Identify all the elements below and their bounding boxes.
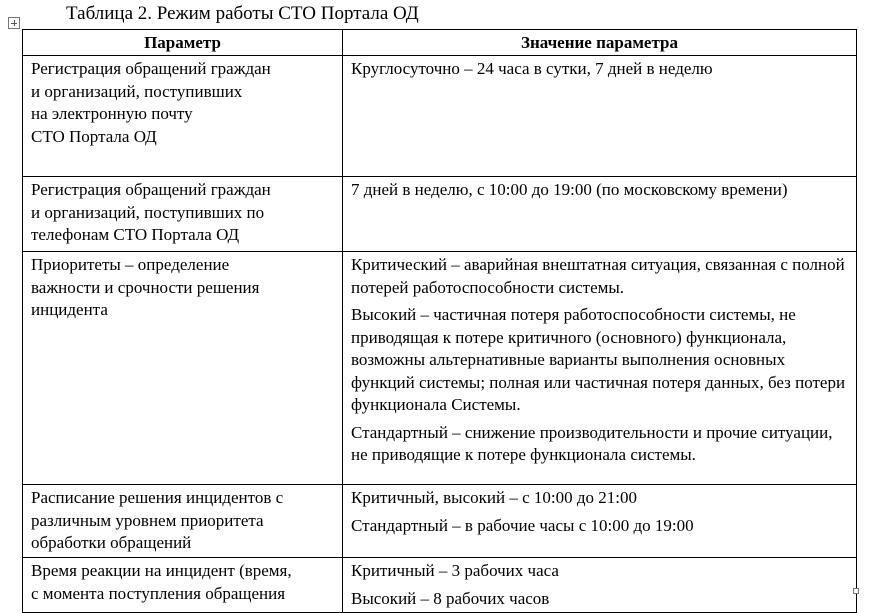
parameter-line: важности и срочности решения bbox=[31, 277, 260, 297]
parameter-line: на электронную почту bbox=[31, 104, 193, 123]
parameter-line: СТО Портала ОД bbox=[31, 126, 157, 146]
parameter-line: с момента поступления обращения bbox=[31, 583, 286, 603]
work-mode-table bbox=[22, 29, 857, 613]
parameter-line: Расписание решения инцидентов с bbox=[31, 488, 284, 507]
table-caption: Таблица 2. Режим работы СТО Портала ОД bbox=[66, 3, 419, 24]
value-paragraph: Высокий – 8 рабочих часов bbox=[351, 588, 550, 608]
value-paragraph: Стандартный – снижение производительности и прочие ситуации, не приводящие к потере функционала системы. bbox=[351, 422, 833, 464]
parameter-line: Время реакции на инцидент (время, bbox=[31, 561, 292, 580]
parameter-line: и организаций, поступивших по bbox=[31, 202, 265, 222]
table-row bbox=[23, 252, 857, 485]
parameter-line: Регистрация обращений граждан bbox=[31, 180, 271, 199]
value-paragraph: 7 дней в неделю, с 10:00 до 19:00 (по московскому времени) bbox=[351, 180, 788, 199]
value-paragraph: Критичный – 3 рабочих часа bbox=[351, 561, 559, 580]
parameter-line: инцидента bbox=[31, 300, 108, 319]
parameter-line: обработки обращений bbox=[31, 533, 192, 552]
parameter-cell bbox=[23, 252, 343, 485]
value-cell bbox=[343, 177, 857, 252]
value-cell bbox=[343, 252, 857, 485]
parameter-line: телефонам СТО Портала ОД bbox=[31, 225, 240, 244]
value-cell bbox=[343, 558, 857, 613]
column-header-parameter: Параметр bbox=[23, 30, 343, 56]
value-cell bbox=[343, 485, 857, 558]
parameter-line: и организаций, поступивших bbox=[31, 81, 243, 101]
value-paragraph: Круглосуточно – 24 часа в сутки, 7 дней в неделю bbox=[351, 59, 713, 78]
table-row bbox=[23, 177, 857, 252]
parameter-cell bbox=[23, 56, 343, 177]
column-header-value: Значение параметра bbox=[343, 30, 857, 56]
parameter-cell bbox=[23, 558, 343, 613]
parameter-line: Приоритеты – определение bbox=[31, 255, 230, 274]
value-paragraph: Критический – аварийная внештатная ситуация, связанная с полной потерей работоспособности системы. bbox=[351, 255, 845, 297]
table-row bbox=[23, 485, 857, 558]
parameter-cell bbox=[23, 177, 343, 252]
table-header-row bbox=[23, 30, 857, 56]
table-row bbox=[23, 558, 857, 613]
value-paragraph: Стандартный – в рабочие часы с 10:00 до 19:00 bbox=[351, 515, 694, 535]
value-paragraph: Высокий – частичная потеря работоспособности системы, не приводящая к потере критичного (основного) функционала, возможны альтернативные варианты выполнения основных функций системы; полная или частичная потеря данных, без потери функционала Системы. bbox=[351, 305, 846, 414]
parameter-line: Регистрация обращений граждан bbox=[31, 59, 271, 78]
table-move-handle-icon[interactable] bbox=[8, 17, 20, 29]
value-paragraph: Критичный, высокий – с 10:00 до 21:00 bbox=[351, 488, 637, 507]
table-resize-handle-icon[interactable] bbox=[853, 588, 859, 594]
parameter-cell bbox=[23, 485, 343, 558]
value-cell bbox=[343, 56, 857, 177]
table-row bbox=[23, 56, 857, 177]
parameter-line: различным уровнем приоритета bbox=[31, 510, 264, 530]
